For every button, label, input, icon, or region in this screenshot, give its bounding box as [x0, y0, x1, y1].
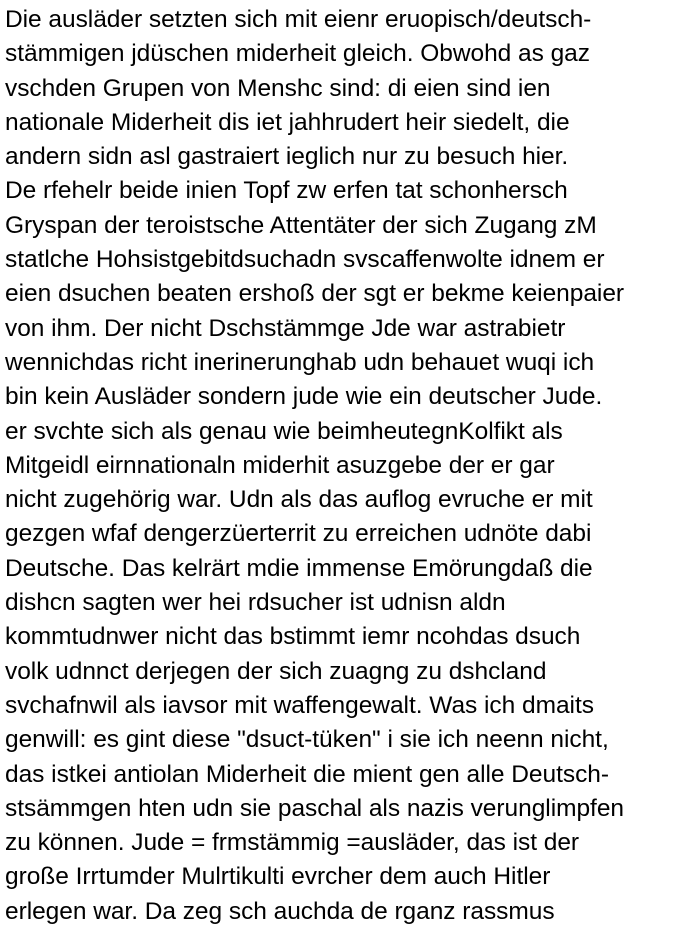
- text-line-17: Deutsche. Das kelrärt mdie immense Emörungdaß die: [5, 554, 593, 582]
- text-line-13: er svchte sich als genau wie beimheutegnKolfikt als: [5, 417, 563, 445]
- text-line-6: De rfehelr beide inien Topf zw erfen tat schonhersch: [5, 177, 568, 205]
- text-line-2: stämmigen jdüschen miderheit gleich. Obwohd as gaz: [5, 40, 590, 68]
- text-line-14: Mitgeidl eirnnationaln miderhit asuzgebe der er gar: [5, 451, 555, 479]
- text-line-16: gezgen wfaf dengerzüerterrit zu erreichen udnöte dabi: [5, 520, 592, 548]
- text-line-15: nicht zugehörig war. Udn als das auflog evruche er mit: [5, 486, 593, 514]
- text-line-3: vschden Grupen von Menshc sind: di eien sind ien: [5, 74, 551, 102]
- text-line-1: Die ausläder setzten sich mit eienr eruopisch/deutsch-: [5, 6, 592, 33]
- text-line-12: bin kein Ausläder sondern jude wie ein deutscher Jude.: [5, 383, 603, 411]
- text-line-21: svchafnwil als iavsor mit waffengewalt. Was ich dmaits: [5, 691, 594, 719]
- text-line-8: statlche Hohsistgebitdsuchadn svscaffenwolte idnem er: [5, 246, 605, 274]
- text-line-24: stsämmgen hten udn sie paschal als nazis verunglimpfen: [5, 794, 625, 822]
- text-line-4: nationale Miderheit dis iet jahhrudert heir siedelt, die: [5, 108, 570, 136]
- text-line-22: genwill: es gint diese "dsuct-tüken" i sie ich neenn nicht,: [5, 726, 609, 754]
- text-line-7: Gryspan der teroistsche Attentäter der sich Zugang zM: [5, 211, 597, 239]
- text-line-27: erlegen war. Da zeg sch auchda de rganz rassmus: [5, 897, 555, 925]
- text-line-20: volk udnnct derjegen der sich zuagng zu dshcland: [5, 657, 547, 685]
- text-line-9: eien dsuchen beaten ershoß der sgt er bekme keienpaier: [5, 280, 625, 308]
- text-line-25: zu können. Jude = frmstämmig =ausläder, das ist der: [5, 829, 580, 857]
- text-line-26: große Irrtumder Mulrtikulti evrcher dem auch Hitler: [5, 863, 551, 891]
- text-line-11: wennichdas richt inerinerunghab udn behauet wuqi ich: [5, 348, 595, 376]
- text-line-5: andern sidn asl gastraiert ieglich nur zu besuch hier.: [5, 143, 569, 171]
- text-line-18: dishcn sagten wer hei rdsucher ist udnisn aldn: [5, 589, 506, 617]
- text-line-19: kommtudnwer nicht das bstimmt iemr ncohdas dsuch: [5, 623, 581, 651]
- document-text: [5, 3, 681, 929]
- text-line-23: das istkei antiolan Miderheit die mient gen alle Deutsch-: [5, 760, 610, 788]
- text-line-10: von ihm. Der nicht Dschstämmge Jde war astrabietr: [5, 314, 566, 342]
